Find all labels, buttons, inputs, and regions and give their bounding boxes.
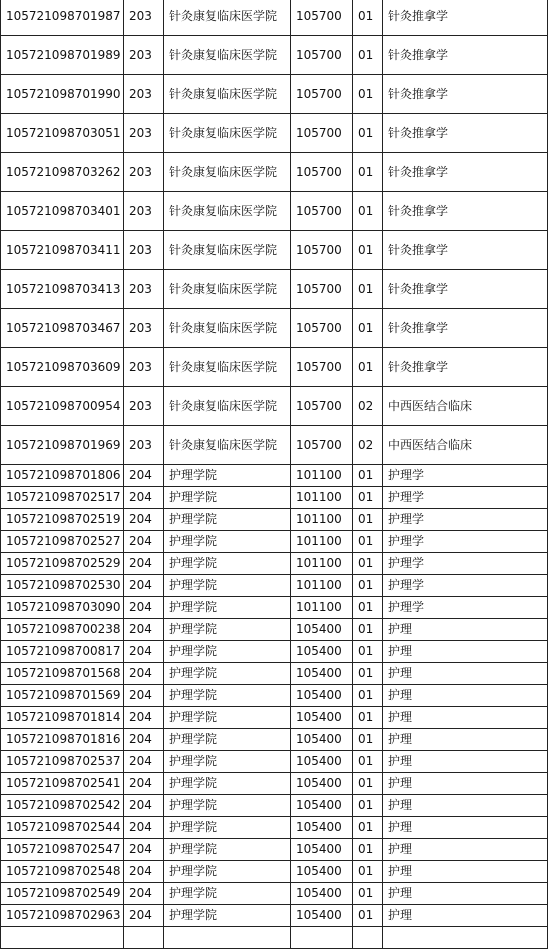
major-name-cell: 针灸推拿学 — [383, 0, 548, 36]
college-code-cell: 204 — [124, 883, 164, 905]
direction-code-cell: 01 — [353, 153, 383, 192]
college-name-cell: 护理学院 — [164, 905, 291, 927]
college-code-cell: 204 — [124, 685, 164, 707]
direction-code-cell: 01 — [353, 309, 383, 348]
college-name-cell: 护理学院 — [164, 795, 291, 817]
table-row — [1, 231, 548, 270]
candidate-id-cell: 105721098702541 — [1, 773, 124, 795]
major-code-cell: 101100 — [291, 509, 353, 531]
major-name-cell: 护理 — [383, 905, 548, 927]
candidate-id-cell: 105721098701814 — [1, 707, 124, 729]
major-code-cell: 101100 — [291, 465, 353, 487]
candidate-id-cell: 105721098702537 — [1, 751, 124, 773]
college-code-cell: 204 — [124, 707, 164, 729]
major-code-cell: 105700 — [291, 192, 353, 231]
table-row — [1, 685, 548, 707]
college-code-cell: 204 — [124, 817, 164, 839]
direction-code-cell: 01 — [353, 575, 383, 597]
college-code-cell: 203 — [124, 387, 164, 426]
table-row — [1, 883, 548, 905]
college-name-cell: 针灸康复临床医学院 — [164, 231, 291, 270]
major-name-cell: 护理 — [383, 883, 548, 905]
candidate-id-cell: 105721098701990 — [1, 75, 124, 114]
major-name-cell: 中西医结合临床 — [383, 387, 548, 426]
table-row — [1, 839, 548, 861]
college-code-cell: 204 — [124, 729, 164, 751]
major-code-cell: 101100 — [291, 487, 353, 509]
major-name-cell: 针灸推拿学 — [383, 114, 548, 153]
direction-code-cell: 01 — [353, 465, 383, 487]
college-code-cell: 203 — [124, 153, 164, 192]
direction-code-cell: 01 — [353, 707, 383, 729]
table-row — [1, 309, 548, 348]
major-code-cell: 105400 — [291, 861, 353, 883]
college-code-cell: 204 — [124, 641, 164, 663]
table-row — [1, 348, 548, 387]
college-code-cell: 203 — [124, 231, 164, 270]
major-name-cell: 针灸推拿学 — [383, 36, 548, 75]
college-name-cell: 护理学院 — [164, 663, 291, 685]
major-name-cell: 针灸推拿学 — [383, 270, 548, 309]
table-row — [1, 927, 548, 949]
candidate-id-cell: 105721098702519 — [1, 509, 124, 531]
college-code-cell: 204 — [124, 795, 164, 817]
candidate-id-cell: 105721098702529 — [1, 553, 124, 575]
college-name-cell: 针灸康复临床医学院 — [164, 153, 291, 192]
table-row — [1, 751, 548, 773]
college-name-cell: 护理学院 — [164, 817, 291, 839]
candidate-id-cell: 105721098702963 — [1, 905, 124, 927]
direction-code-cell: 02 — [353, 387, 383, 426]
table-row — [1, 153, 548, 192]
major-name-cell: 针灸推拿学 — [383, 153, 548, 192]
college-name-cell: 针灸康复临床医学院 — [164, 114, 291, 153]
candidate-id-cell: 105721098700954 — [1, 387, 124, 426]
college-code-cell: 203 — [124, 348, 164, 387]
college-name-cell: 护理学院 — [164, 575, 291, 597]
major-name-cell: 护理 — [383, 751, 548, 773]
table-row — [1, 641, 548, 663]
major-code-cell: 105400 — [291, 707, 353, 729]
college-name-cell: 护理学院 — [164, 619, 291, 641]
direction-code-cell: 01 — [353, 685, 383, 707]
major-code-cell: 105700 — [291, 36, 353, 75]
candidate-id-cell: 105721098701569 — [1, 685, 124, 707]
college-name-cell: 护理学院 — [164, 509, 291, 531]
direction-code-cell: 01 — [353, 729, 383, 751]
college-code-cell: 204 — [124, 861, 164, 883]
major-code-cell: 105700 — [291, 231, 353, 270]
major-name-cell: 护理 — [383, 663, 548, 685]
direction-code-cell — [353, 927, 383, 949]
major-code-cell: 105700 — [291, 426, 353, 465]
college-code-cell: 204 — [124, 487, 164, 509]
college-name-cell: 护理学院 — [164, 641, 291, 663]
major-code-cell: 105700 — [291, 153, 353, 192]
major-code-cell: 105700 — [291, 309, 353, 348]
major-name-cell: 护理学 — [383, 575, 548, 597]
direction-code-cell: 01 — [353, 773, 383, 795]
table-row — [1, 387, 548, 426]
major-code-cell: 105700 — [291, 270, 353, 309]
major-code-cell: 105400 — [291, 839, 353, 861]
major-code-cell: 105400 — [291, 729, 353, 751]
college-code-cell: 204 — [124, 509, 164, 531]
candidate-id-cell: 105721098703401 — [1, 192, 124, 231]
direction-code-cell: 01 — [353, 641, 383, 663]
college-name-cell: 护理学院 — [164, 773, 291, 795]
direction-code-cell: 01 — [353, 75, 383, 114]
major-name-cell: 护理 — [383, 839, 548, 861]
direction-code-cell: 01 — [353, 905, 383, 927]
major-code-cell — [291, 927, 353, 949]
major-code-cell: 101100 — [291, 575, 353, 597]
major-code-cell: 105400 — [291, 619, 353, 641]
major-name-cell: 护理 — [383, 707, 548, 729]
major-code-cell: 105400 — [291, 773, 353, 795]
direction-code-cell: 01 — [353, 751, 383, 773]
college-name-cell: 护理学院 — [164, 553, 291, 575]
major-code-cell: 105400 — [291, 817, 353, 839]
table-row — [1, 0, 548, 36]
college-code-cell: 204 — [124, 839, 164, 861]
college-code-cell: 203 — [124, 270, 164, 309]
major-name-cell: 护理学 — [383, 553, 548, 575]
college-name-cell: 针灸康复临床医学院 — [164, 309, 291, 348]
table-row — [1, 75, 548, 114]
college-code-cell: 203 — [124, 0, 164, 36]
major-code-cell: 105400 — [291, 663, 353, 685]
candidate-id-cell: 105721098702527 — [1, 531, 124, 553]
college-code-cell: 203 — [124, 192, 164, 231]
college-code-cell: 203 — [124, 309, 164, 348]
college-name-cell: 针灸康复临床医学院 — [164, 348, 291, 387]
direction-code-cell: 01 — [353, 270, 383, 309]
table-row — [1, 663, 548, 685]
college-name-cell: 护理学院 — [164, 685, 291, 707]
major-name-cell: 针灸推拿学 — [383, 309, 548, 348]
direction-code-cell: 01 — [353, 619, 383, 641]
direction-code-cell: 01 — [353, 509, 383, 531]
candidate-id-cell: 105721098703467 — [1, 309, 124, 348]
major-name-cell: 针灸推拿学 — [383, 192, 548, 231]
candidate-id-cell: 105721098702542 — [1, 795, 124, 817]
candidate-id-cell: 105721098703609 — [1, 348, 124, 387]
direction-code-cell: 01 — [353, 839, 383, 861]
major-code-cell: 105400 — [291, 883, 353, 905]
major-name-cell: 针灸推拿学 — [383, 75, 548, 114]
direction-code-cell: 01 — [353, 795, 383, 817]
candidate-id-cell: 105721098702517 — [1, 487, 124, 509]
major-name-cell: 护理学 — [383, 597, 548, 619]
college-name-cell: 针灸康复临床医学院 — [164, 387, 291, 426]
major-code-cell: 105700 — [291, 348, 353, 387]
candidate-id-cell: 105721098701969 — [1, 426, 124, 465]
candidate-id-cell: 105721098702547 — [1, 839, 124, 861]
candidate-id-cell: 105721098701816 — [1, 729, 124, 751]
college-name-cell: 针灸康复临床医学院 — [164, 75, 291, 114]
candidate-id-cell: 105721098703411 — [1, 231, 124, 270]
table-row — [1, 795, 548, 817]
table-row — [1, 817, 548, 839]
major-code-cell: 105700 — [291, 114, 353, 153]
major-code-cell: 101100 — [291, 597, 353, 619]
table-row — [1, 729, 548, 751]
table-row — [1, 192, 548, 231]
college-name-cell: 护理学院 — [164, 839, 291, 861]
table-row — [1, 114, 548, 153]
college-code-cell: 204 — [124, 465, 164, 487]
candidate-id-cell: 105721098700238 — [1, 619, 124, 641]
college-name-cell: 护理学院 — [164, 531, 291, 553]
college-code-cell: 204 — [124, 597, 164, 619]
major-name-cell: 护理 — [383, 619, 548, 641]
college-name-cell: 护理学院 — [164, 597, 291, 619]
college-code-cell: 203 — [124, 75, 164, 114]
college-name-cell: 护理学院 — [164, 751, 291, 773]
table-row — [1, 575, 548, 597]
college-name-cell: 针灸康复临床医学院 — [164, 192, 291, 231]
direction-code-cell: 01 — [353, 817, 383, 839]
major-code-cell: 105400 — [291, 685, 353, 707]
college-name-cell: 针灸康复临床医学院 — [164, 36, 291, 75]
major-name-cell: 针灸推拿学 — [383, 348, 548, 387]
candidate-id-cell: 105721098701568 — [1, 663, 124, 685]
direction-code-cell: 01 — [353, 348, 383, 387]
major-name-cell: 针灸推拿学 — [383, 231, 548, 270]
major-name-cell: 护理学 — [383, 509, 548, 531]
college-code-cell: 204 — [124, 663, 164, 685]
college-name-cell — [164, 927, 291, 949]
candidate-id-cell: 105721098702548 — [1, 861, 124, 883]
major-name-cell: 护理 — [383, 773, 548, 795]
table-row — [1, 36, 548, 75]
candidate-id-cell — [1, 927, 124, 949]
direction-code-cell: 01 — [353, 663, 383, 685]
major-name-cell — [383, 927, 548, 949]
direction-code-cell: 01 — [353, 531, 383, 553]
table-body — [1, 0, 548, 949]
direction-code-cell: 01 — [353, 36, 383, 75]
direction-code-cell: 01 — [353, 861, 383, 883]
major-name-cell: 护理 — [383, 861, 548, 883]
direction-code-cell: 01 — [353, 553, 383, 575]
table-row — [1, 465, 548, 487]
table-row — [1, 270, 548, 309]
college-name-cell: 护理学院 — [164, 465, 291, 487]
college-code-cell: 204 — [124, 619, 164, 641]
candidate-id-cell: 105721098701806 — [1, 465, 124, 487]
direction-code-cell: 01 — [353, 487, 383, 509]
college-code-cell: 203 — [124, 114, 164, 153]
college-name-cell: 护理学院 — [164, 861, 291, 883]
candidate-id-cell: 105721098702530 — [1, 575, 124, 597]
table-row — [1, 426, 548, 465]
major-name-cell: 护理学 — [383, 531, 548, 553]
direction-code-cell: 01 — [353, 0, 383, 36]
table-row — [1, 531, 548, 553]
candidate-id-cell: 105721098703051 — [1, 114, 124, 153]
table-row — [1, 509, 548, 531]
major-name-cell: 护理 — [383, 641, 548, 663]
college-name-cell: 针灸康复临床医学院 — [164, 426, 291, 465]
college-code-cell: 204 — [124, 553, 164, 575]
direction-code-cell: 02 — [353, 426, 383, 465]
candidate-id-cell: 105721098701989 — [1, 36, 124, 75]
candidate-id-cell: 105721098702544 — [1, 817, 124, 839]
table-row — [1, 773, 548, 795]
direction-code-cell: 01 — [353, 114, 383, 153]
major-name-cell: 护理 — [383, 795, 548, 817]
college-name-cell: 针灸康复临床医学院 — [164, 270, 291, 309]
candidate-id-cell: 105721098700817 — [1, 641, 124, 663]
major-code-cell: 105400 — [291, 795, 353, 817]
college-code-cell: 204 — [124, 773, 164, 795]
college-code-cell: 204 — [124, 751, 164, 773]
direction-code-cell: 01 — [353, 597, 383, 619]
candidate-id-cell: 105721098701987 — [1, 0, 124, 36]
major-code-cell: 101100 — [291, 531, 353, 553]
college-name-cell: 护理学院 — [164, 883, 291, 905]
table-row — [1, 905, 548, 927]
major-name-cell: 护理 — [383, 817, 548, 839]
college-code-cell: 203 — [124, 36, 164, 75]
direction-code-cell: 01 — [353, 192, 383, 231]
major-code-cell: 105700 — [291, 75, 353, 114]
candidate-id-cell: 105721098703090 — [1, 597, 124, 619]
college-code-cell: 204 — [124, 575, 164, 597]
major-name-cell: 护理 — [383, 685, 548, 707]
major-name-cell: 护理 — [383, 729, 548, 751]
major-name-cell: 护理学 — [383, 465, 548, 487]
table-row — [1, 861, 548, 883]
major-name-cell: 中西医结合临床 — [383, 426, 548, 465]
table-row — [1, 597, 548, 619]
college-name-cell: 针灸康复临床医学院 — [164, 0, 291, 36]
table-row — [1, 553, 548, 575]
college-code-cell: 203 — [124, 426, 164, 465]
table-row — [1, 619, 548, 641]
table-row — [1, 487, 548, 509]
college-name-cell: 护理学院 — [164, 487, 291, 509]
candidate-id-cell: 105721098703262 — [1, 153, 124, 192]
direction-code-cell: 01 — [353, 231, 383, 270]
college-code-cell — [124, 927, 164, 949]
major-code-cell: 101100 — [291, 553, 353, 575]
direction-code-cell: 01 — [353, 883, 383, 905]
candidate-id-cell: 105721098702549 — [1, 883, 124, 905]
major-code-cell: 105400 — [291, 751, 353, 773]
college-name-cell: 护理学院 — [164, 707, 291, 729]
major-code-cell: 105400 — [291, 905, 353, 927]
college-code-cell: 204 — [124, 531, 164, 553]
major-name-cell: 护理学 — [383, 487, 548, 509]
college-code-cell: 204 — [124, 905, 164, 927]
candidate-id-cell: 105721098703413 — [1, 270, 124, 309]
major-code-cell: 105700 — [291, 387, 353, 426]
major-code-cell: 105700 — [291, 0, 353, 36]
table-row — [1, 707, 548, 729]
college-name-cell: 护理学院 — [164, 729, 291, 751]
major-code-cell: 105400 — [291, 641, 353, 663]
